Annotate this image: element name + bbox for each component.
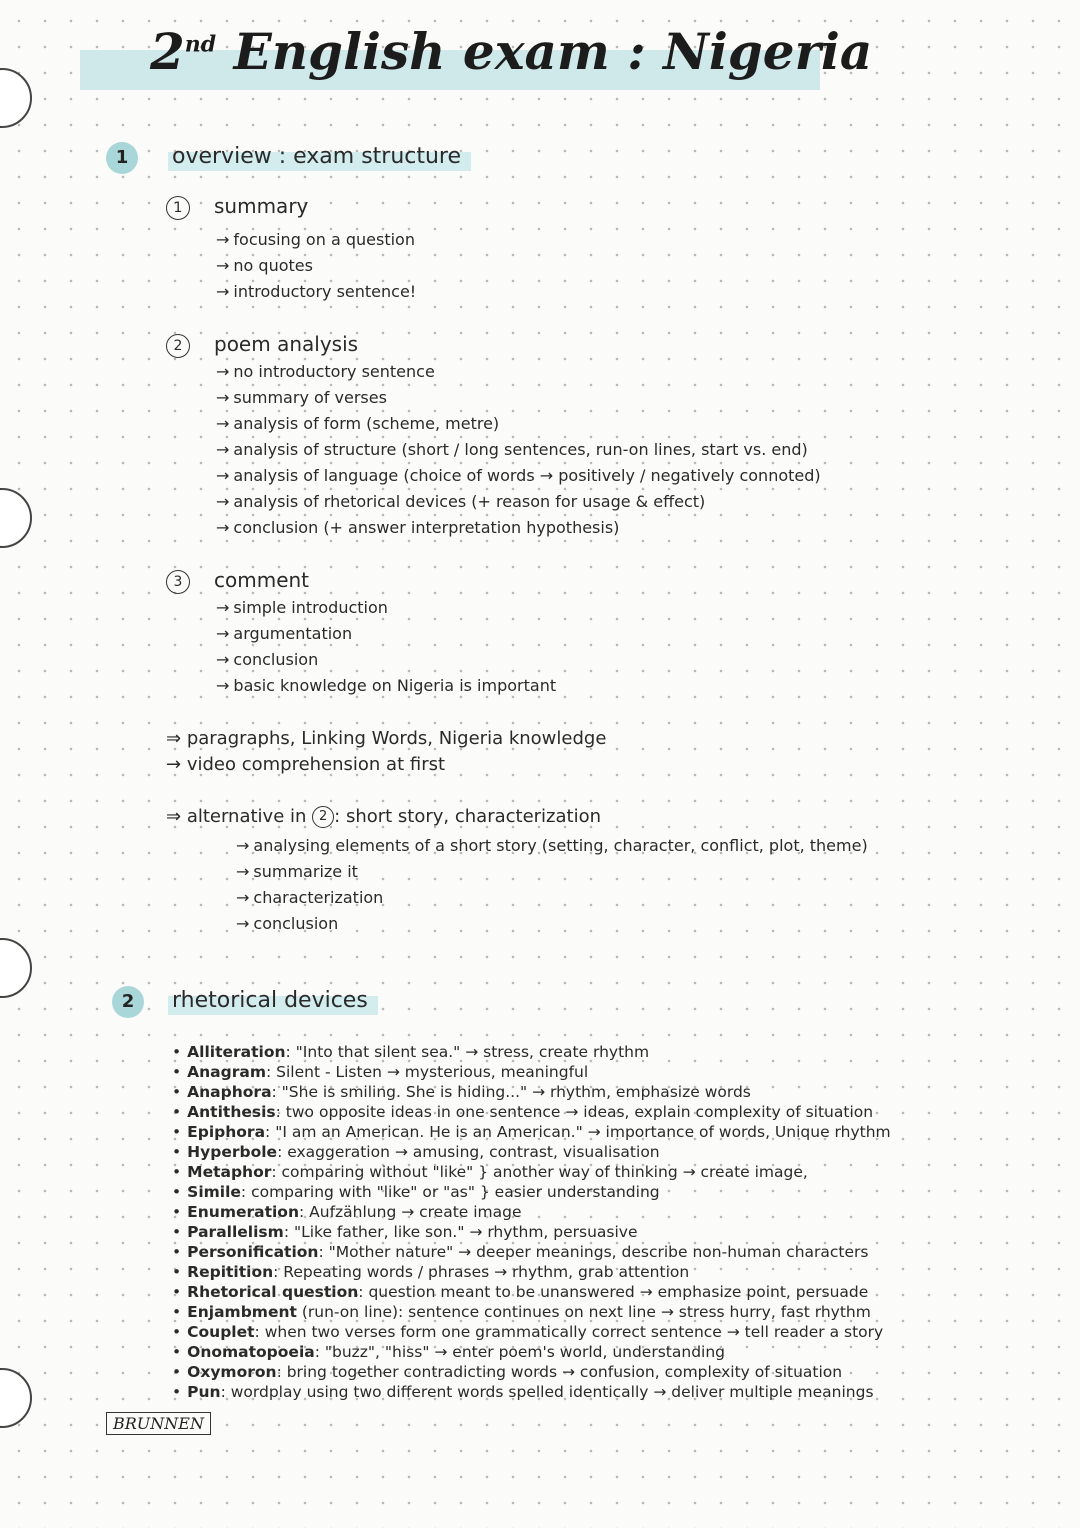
binder-hole-4	[0, 1368, 32, 1428]
list-item: → analysis of form (scheme, metre)	[216, 414, 500, 433]
device-item: • Parallelism: "Like father, like son." → rhythm, persuasive	[172, 1223, 638, 1241]
device-item: • Epiphora: "I am an American. He is an American." → importance of words, Unique rhythm	[172, 1123, 891, 1141]
list-item: → summarize it	[236, 862, 358, 881]
list-item: → analysing elements of a short story (setting, character, conflict, plot, theme)	[236, 836, 868, 855]
device-item: • Oxymoron: bring together contradicting words → confusion, complexity of situation	[172, 1363, 843, 1381]
part-1-title: summary	[214, 194, 309, 218]
list-item: → introductory sentence!	[216, 282, 417, 301]
section-2-number: 2	[112, 986, 144, 1018]
device-item: • Simile: comparing with "like" or "as" } easier understanding	[172, 1183, 660, 1201]
section-2-heading: rhetorical devices	[168, 986, 378, 1015]
device-item: • Pun: wordplay using two different words spelled identically → deliver multiple meanings	[172, 1383, 874, 1401]
device-item: • Antithesis: two opposite ideas in one sentence → ideas, explain complexity of situation	[172, 1103, 874, 1121]
device-item: • Hyperbole: exaggeration → amusing, contrast, visualisation	[172, 1143, 660, 1161]
list-item: → no introductory sentence	[216, 362, 435, 381]
section-1-number: 1	[106, 142, 138, 174]
device-item: • Onomatopoeia: "buzz", "hiss" → enter poem's world, understanding	[172, 1343, 725, 1361]
list-item: → analysis of rhetorical devices (+ reason for usage & effect)	[216, 492, 706, 511]
part-1-number: 1	[166, 196, 190, 220]
binder-hole-1	[0, 68, 32, 128]
list-item: → analysis of language (choice of words → positively / negatively connoted)	[216, 466, 821, 485]
binder-hole-2	[0, 488, 32, 548]
note-line: ⇒ paragraphs, Linking Words, Nigeria knowledge	[166, 728, 607, 749]
list-item: → characterization	[236, 888, 384, 907]
device-item: • Enjambment (run-on line): sentence continues on next line → stress hurry, fast rhythm	[172, 1303, 871, 1321]
alternative-heading: ⇒ alternative in 2 : short story, characterization	[166, 806, 602, 827]
list-item: → focusing on a question	[216, 230, 415, 249]
part-3-number: 3	[166, 570, 190, 594]
page-title: 2nd English exam : Nigeria	[150, 22, 873, 81]
device-item: • Enumeration: Aufzählung → create image	[172, 1203, 522, 1221]
part-3-title: comment	[214, 568, 310, 592]
list-item: → argumentation	[216, 624, 353, 643]
list-item: → analysis of structure (short / long sentences, run-on lines, start vs. end)	[216, 440, 808, 459]
note-line: → video comprehension at first	[166, 754, 446, 775]
section-1-heading: overview : exam structure	[168, 142, 471, 171]
part-2-title: poem analysis	[214, 332, 359, 356]
device-item: • Metaphor: comparing without "like" } another way of thinking → create image,	[172, 1163, 808, 1181]
brunnen-logo: BRUNNEN	[106, 1412, 211, 1435]
list-item: → conclusion (+ answer interpretation hypothesis)	[216, 518, 620, 537]
part-2-number: 2	[166, 334, 190, 358]
list-item: → no quotes	[216, 256, 313, 275]
list-item: → summary of verses	[216, 388, 387, 407]
binder-hole-3	[0, 938, 32, 998]
device-item: • Alliteration: "Into that silent sea." → stress, create rhythm	[172, 1043, 650, 1061]
list-item: → simple introduction	[216, 598, 388, 617]
device-item: • Couplet: when two verses form one grammatically correct sentence → tell reader a story	[172, 1323, 884, 1341]
device-item: • Personification: "Mother nature" → deeper meanings, describe non-human characters	[172, 1243, 869, 1261]
list-item: → conclusion	[236, 914, 339, 933]
device-item: • Rhetorical question: question meant to be unanswered → emphasize point, persuade	[172, 1283, 869, 1301]
device-item: • Anaphora: "She is smiling. She is hiding..." → rhythm, emphasize words	[172, 1083, 751, 1101]
device-item: • Anagram: Silent - Listen → mysterious, meaningful	[172, 1063, 589, 1081]
list-item: → conclusion	[216, 650, 319, 669]
list-item: → basic knowledge on Nigeria is important	[216, 676, 557, 695]
device-item: • Repitition: Repeating words / phrases → rhythm, grab attention	[172, 1263, 690, 1281]
